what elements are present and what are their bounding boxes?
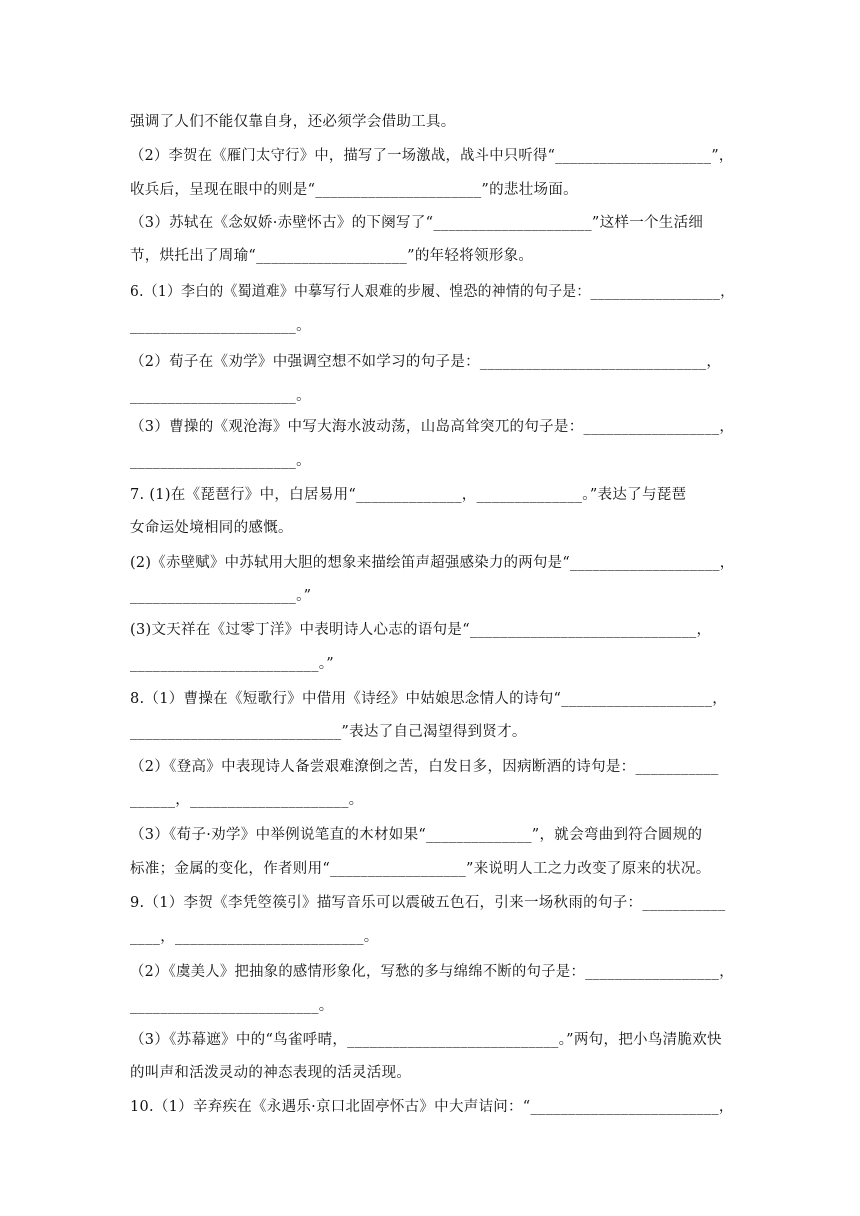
text-line: （3）苏轼在《念奴娇·赤壁怀古》的下阕写了“_____________________”这样一个生活细: [130, 215, 704, 231]
text-line: 7. (1)在《琵琶行》中，白居易用“______________，______________。”表达了与琵琶: [130, 487, 687, 503]
text-line: （2）《虞美人》把抽象的感情形象化，写愁的多与绵绵不断的句子是：__________________，: [130, 964, 734, 980]
text-line: _________________________。”: [130, 656, 335, 672]
text-line: ______________________。: [130, 318, 311, 334]
text-line: （2）荀子在《劝学》中强调空想不如学习的句子是：______________________________，: [130, 354, 722, 370]
text-line: 女命运处境相同的感慨。: [130, 520, 293, 536]
text-line: ______________________。: [130, 388, 311, 404]
text-line: 节，烘托出了周瑜“____________________”的年轻将领形象。: [130, 248, 534, 264]
text-line: 强调了人们不能仅靠自身，还必须学会借助工具。: [130, 114, 456, 130]
text-line: 9.（1）李贺《李凭箜篌引》描写音乐可以震破五色石，引来一场秋雨的句子：___________: [130, 895, 726, 911]
text-line: ______，_____________________。: [130, 792, 364, 808]
text-line: （3）《苏幕遮》中的“鸟雀呼晴，____________________________。”两句，把小鸟清脆欢快: [130, 1032, 722, 1048]
text-line: （2）李贺在《雁门太守行》中，描写了一场激战，战斗中只听得“_____________________”，: [130, 148, 734, 164]
text-line: ______________________。: [130, 453, 311, 469]
text-line: (3)文天祥在《过零丁洋》中表明诗人心志的语句是“______________________________，: [130, 622, 712, 638]
text-line: （2）《登高》中表现诗人备尝艰难潦倒之苦，白发日多，因病断酒的诗句是：___________: [130, 759, 719, 775]
text-line: 的叫声和活泼灵动的神态表现的活灵活现。: [130, 1065, 412, 1081]
text-line: ____________________________”表达了自己渴望得到贤才。: [130, 724, 527, 740]
text-line: （3）《荀子·劝学》中举例说笔直的木材如果“______________”，就会弯曲到符合圆规的: [130, 827, 703, 843]
text-line: 6.（1）李白的《蜀道难》中摹写行人艰难的步履、惶恐的神情的句子是：__________________，: [130, 284, 735, 300]
text-line: 标准；金属的变化，作者则用“__________________”来说明人工之力改变了原来的状况。: [130, 861, 711, 877]
text-line: ______________________。”: [130, 588, 312, 604]
text-line: （3）曹操的《观沧海》中写大海水波动荡，山岛高耸突兀的句子是：__________________，: [130, 419, 735, 435]
text-line: (2)《赤壁赋》中苏轼用大胆的想象来描绘笛声超强感染力的两句是“____________________，: [130, 555, 735, 571]
text-line: 8.（1）曹操在《短歌行》中借用《诗经》中姑娘思念情人的诗句“____________________，: [130, 691, 728, 707]
text-line: _________________________。: [130, 998, 334, 1014]
text-line: 收兵后，呈现在眼中的则是“______________________”的悲壮场面。: [130, 182, 578, 198]
text-line: 10.（1）辛弃疾在《永遇乐·京口北固亭怀古》中大声诘问：“_________________________，: [130, 1099, 734, 1115]
text-line: ____，_________________________。: [130, 929, 379, 945]
